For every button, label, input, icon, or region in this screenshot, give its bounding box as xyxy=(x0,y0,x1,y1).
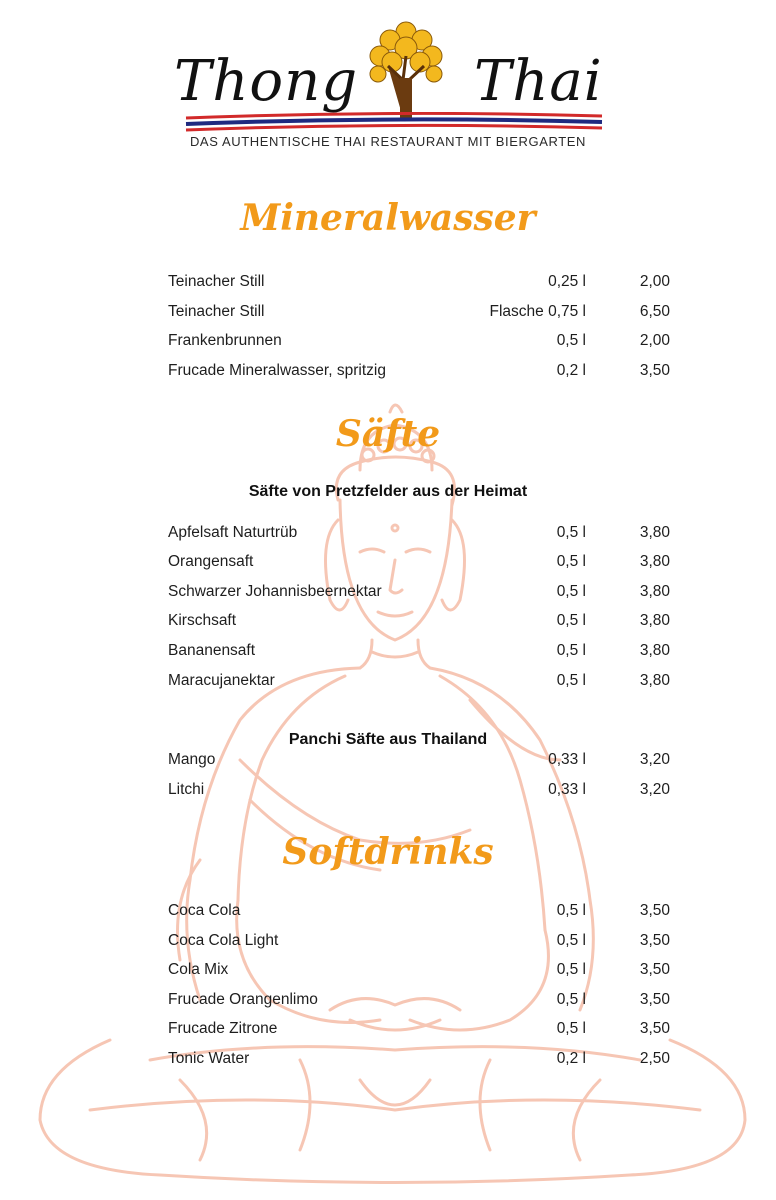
item-name: Litchi xyxy=(168,781,205,798)
menu-item xyxy=(168,670,670,692)
item-name: Cola Mix xyxy=(168,961,229,978)
menu-item xyxy=(168,551,670,573)
item-volume: Flasche 0,75 l xyxy=(489,303,586,320)
item-name: Kirschsaft xyxy=(168,612,237,629)
menu-item xyxy=(168,959,670,981)
menu-item xyxy=(168,779,670,801)
item-price: 3,50 xyxy=(639,932,670,949)
menu-item xyxy=(168,301,670,323)
item-name: Teinacher Still xyxy=(168,273,265,290)
item-volume: 0,5 l xyxy=(556,642,586,659)
item-name: Apfelsaft Naturtrüb xyxy=(168,524,298,541)
item-volume: 0,5 l xyxy=(556,553,586,570)
tree-icon xyxy=(366,18,446,122)
section-title-saefte: Säfte xyxy=(335,413,441,455)
item-volume: 0,2 l xyxy=(556,362,586,379)
item-price: 3,50 xyxy=(639,902,670,919)
item-price: 3,50 xyxy=(639,1020,670,1037)
subsection-title-pretzfelder: Säfte von Pretzfelder aus der Heimat xyxy=(248,483,528,500)
section-title-softdrinks: Softdrinks xyxy=(282,831,494,873)
item-price: 3,50 xyxy=(639,961,670,978)
subsection-title-panchi: Panchi Säfte aus Thailand xyxy=(288,731,488,748)
item-name: Frankenbrunnen xyxy=(168,332,282,349)
menu-item xyxy=(168,1048,670,1070)
logo-word-right: Thai xyxy=(474,49,603,114)
item-price: 3,50 xyxy=(639,362,670,379)
item-price: 3,20 xyxy=(639,781,670,798)
menu-item xyxy=(168,271,670,293)
item-volume: 0,5 l xyxy=(556,902,586,919)
item-price: 2,50 xyxy=(639,1050,670,1067)
item-name: Mango xyxy=(168,751,216,768)
item-volume: 0,5 l xyxy=(556,932,586,949)
item-volume: 0,5 l xyxy=(556,332,586,349)
item-volume: 0,5 l xyxy=(556,1020,586,1037)
item-name: Maracujanektar xyxy=(168,672,275,689)
item-name: Coca Cola Light xyxy=(168,932,279,949)
item-volume: 0,5 l xyxy=(556,961,586,978)
menu-item xyxy=(168,930,670,952)
item-price: 3,20 xyxy=(639,751,670,768)
item-volume: 0,5 l xyxy=(556,524,586,541)
menu-item xyxy=(168,749,670,771)
item-volume: 0,33 l xyxy=(548,781,586,798)
menu-item xyxy=(168,522,670,544)
item-volume: 0,33 l xyxy=(548,751,586,768)
menu-item xyxy=(168,989,670,1011)
item-volume: 0,5 l xyxy=(556,612,586,629)
item-name: Schwarzer Johannisbeernektar xyxy=(168,583,382,600)
restaurant-tagline: DAS AUTHENTISCHE THAI RESTAURANT MIT BIERGARTEN xyxy=(189,134,587,149)
menu-item xyxy=(168,640,670,662)
item-price: 3,80 xyxy=(639,642,670,659)
menu-item xyxy=(168,330,670,352)
item-price: 6,50 xyxy=(639,303,670,320)
item-volume: 0,2 l xyxy=(556,1050,586,1067)
menu-item xyxy=(168,900,670,922)
item-price: 3,80 xyxy=(639,583,670,600)
item-price: 2,00 xyxy=(639,332,670,349)
item-volume: 0,5 l xyxy=(556,991,586,1008)
item-name: Frucade Orangenlimo xyxy=(168,991,318,1008)
menu-item xyxy=(168,610,670,632)
item-price: 3,50 xyxy=(639,991,670,1008)
item-name: Frucade Zitrone xyxy=(168,1020,278,1037)
logo-word-left: Thong xyxy=(174,49,359,114)
item-name: Orangensaft xyxy=(168,553,254,570)
item-volume: 0,25 l xyxy=(548,273,586,290)
item-name: Teinacher Still xyxy=(168,303,265,320)
menu-item xyxy=(168,1018,670,1040)
item-volume: 0,5 l xyxy=(556,672,586,689)
item-price: 2,00 xyxy=(639,273,670,290)
menu-item xyxy=(168,360,670,382)
menu-item xyxy=(168,581,670,603)
section-title-mineralwasser: Mineralwasser xyxy=(240,197,536,239)
item-name: Frucade Mineralwasser, spritzig xyxy=(168,362,386,379)
item-name: Tonic Water xyxy=(168,1050,250,1067)
item-price: 3,80 xyxy=(639,612,670,629)
item-price: 3,80 xyxy=(639,672,670,689)
item-volume: 0,5 l xyxy=(556,583,586,600)
item-name: Bananensaft xyxy=(168,642,256,659)
item-price: 3,80 xyxy=(639,524,670,541)
item-price: 3,80 xyxy=(639,553,670,570)
item-name: Coca Cola xyxy=(168,902,241,919)
